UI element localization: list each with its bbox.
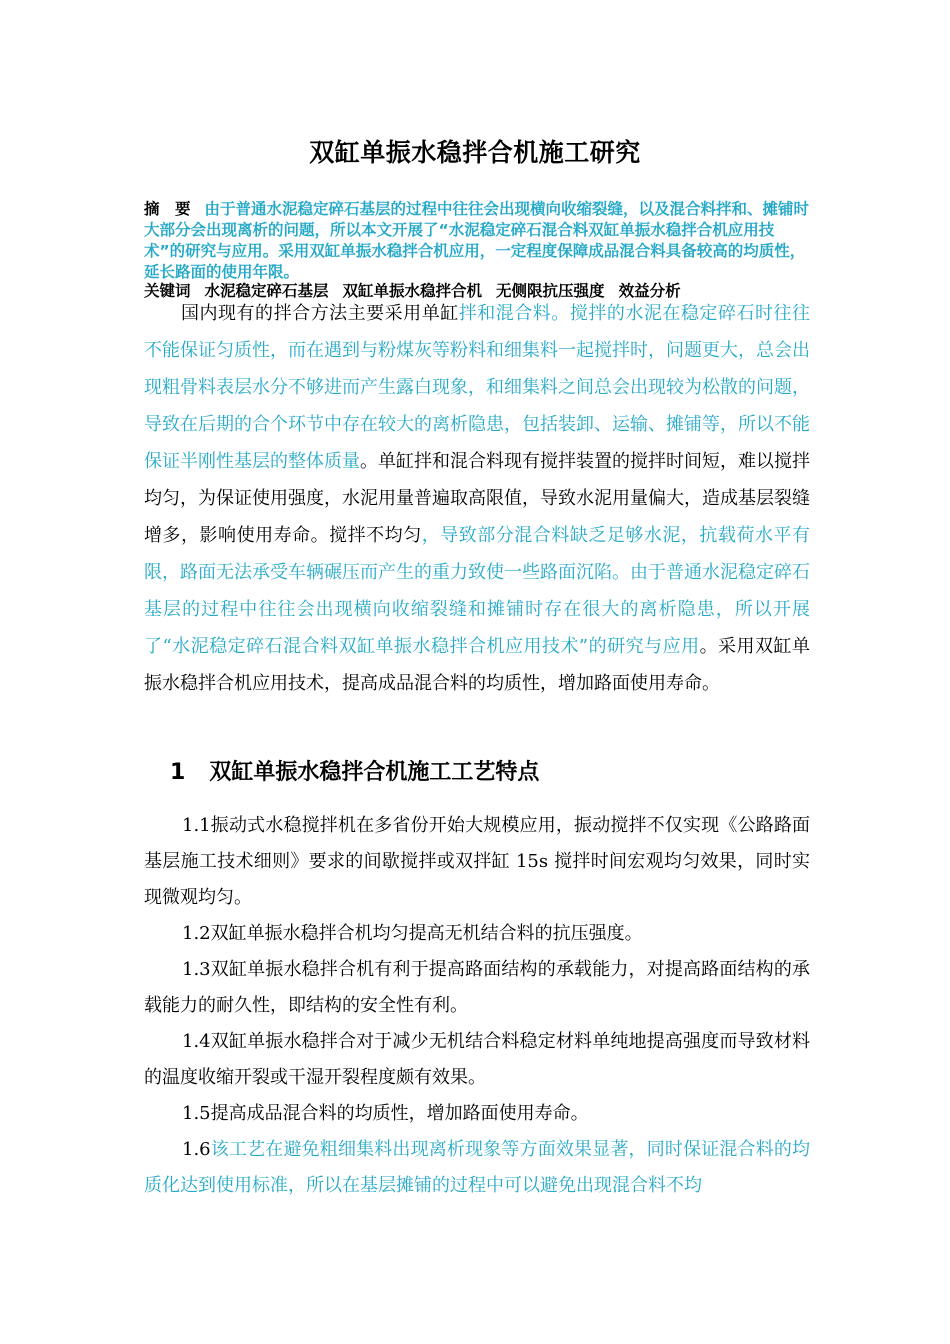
list-item [144, 952, 810, 1024]
abstract-label: 摘 要 [144, 200, 191, 218]
keywords-label: 关键词 [144, 282, 191, 300]
list-item [144, 1132, 810, 1204]
keyword-2: 双缸单振水稳拌合机 [342, 282, 483, 300]
list-item [144, 808, 810, 916]
abstract-text-2: 所以本文开展了“水泥稳定碎石混合料双缸单振水稳拌合机应用技术”的研究与应用。采用双缸单振水稳拌合机应用，一定程度保障成品混合料具备较高的均质性，延长路面的使用年限。 [144, 221, 806, 281]
intro-seg-3: 。单缸拌和混合料现有搅拌装置的搅拌时间短，难以搅拌均匀，为保证使用强度，水泥用量普遍取高限值，导致水泥用量偏大，造成基层裂缝增多，影响使用寿命。搅拌不均匀 [144, 451, 810, 546]
intro-seg-5: 。采用双缸单振水稳拌合机应用技术，提高成品混合料的均质性，增加路面使用寿命。 [144, 636, 811, 694]
section-1-title: 双缸单振水稳拌合机施工工艺特点 [209, 760, 540, 785]
abstract [144, 199, 810, 283]
keyword-4: 效益分析 [618, 282, 681, 300]
item-text: 双缸单振水稳拌合机有利于提高路面结构的承载能力，对提高路面结构的承载能力的耐久性，即结构的安全性有利。 [144, 959, 810, 1016]
item-text: 提高成品混合料的均质性，增加路面使用寿命。 [210, 1103, 589, 1124]
item-number: 1.4 [182, 1031, 211, 1052]
abstract-text-1: 由于普通水泥稳定碎石基层的过程中往往会出现横向收缩裂缝，以及混合料拌和、摊铺时大部分会出现离析的问题， [144, 200, 810, 239]
item-number: 1.2 [182, 923, 211, 944]
item-text: 该工艺在避免粗细集料出现离析现象等方面效果显著，同时保证混合料的均质化达到使用标准，所以在基层摊铺的过程中可以避免出现混合料不均 [144, 1139, 810, 1196]
intro-seg-2: 拌和混合料。搅拌的水泥在稳定碎石时往往不能保证匀质性，而在遇到与粉煤灰等粉料和细集料一起搅拌时，问题更大，总会出现粗骨料表层水分不够进而产生露白现象，和细集料之间总会出现较为松散的问题，导致在后期的合个环节中存在较大的离析隐患，包括装卸、运输、摊铺等，所以不能保证半刚性基层的整体质量 [144, 303, 811, 472]
document-title: 双缸单振水稳拌合机施工研究 [309, 138, 641, 167]
intro-paragraph [144, 295, 810, 702]
keyword-1: 水泥稳定碎石基层 [204, 282, 329, 300]
section-1-items [144, 808, 810, 1204]
list-item [144, 1024, 810, 1096]
list-item [144, 1096, 810, 1132]
item-number: 1.1 [182, 815, 211, 836]
item-number: 1.6 [182, 1139, 211, 1160]
item-text: 双缸单振水稳拌合对于减少无机结合料稳定材料单纯地提高强度而导致材料的温度收缩开裂或干湿开裂程度颇有效果。 [144, 1031, 810, 1088]
item-number: 1.5 [182, 1103, 211, 1124]
keyword-3: 无侧限抗压强度 [496, 282, 605, 300]
list-item [144, 916, 810, 952]
item-number: 1.3 [182, 959, 211, 980]
section-1-heading [170, 753, 539, 793]
item-text: 双缸单振水稳拌合机均匀提高无机结合料的抗压强度。 [210, 923, 643, 944]
intro-seg-1: 国内现有的拌合方法主要采用单缸 [181, 303, 459, 324]
item-text: 振动式水稳搅拌机在多省份开始大规模应用，振动搅拌不仅实现《公路路面基层施工技术细则》要求的间歇搅拌或双拌缸 15s 搅拌时间宏观均匀效果，同时实现微观均匀。 [144, 815, 810, 908]
section-1-number: 1 [170, 760, 186, 785]
intro-seg-4: ，导致部分混合料缺乏足够水泥，抗载荷水平有限，路面无法承受车辆碾压而产生的重力致使一些路面沉陷。由于普通水泥稳定碎石基层的过程中往往会出现横向收缩裂缝和摊铺时存在很大的离析隐患，所以开展了“水泥稳定碎石混合料双缸单振水稳拌合机应用技术”的研究与应用 [144, 525, 811, 657]
